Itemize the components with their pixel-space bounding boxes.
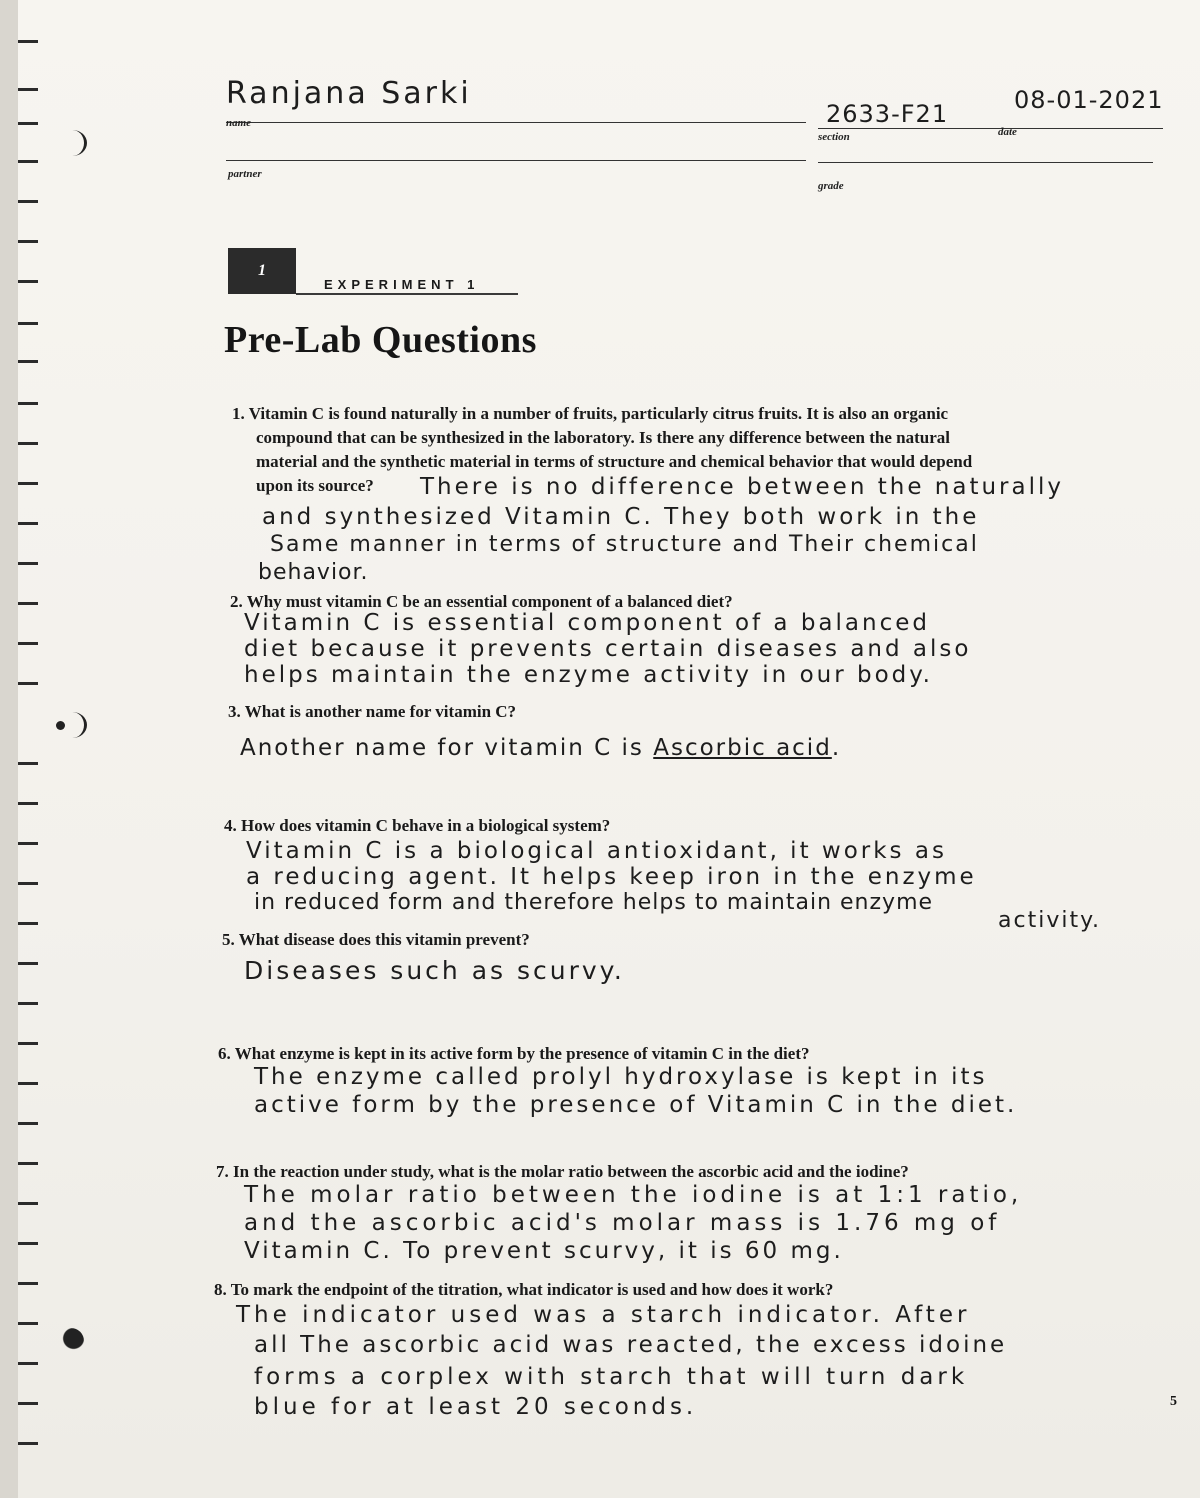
grade-label: grade xyxy=(818,180,844,192)
partner-line xyxy=(226,160,806,161)
section-value: 2633-F21 xyxy=(826,100,949,128)
question-5: 5. What disease does this vitamin prevent? xyxy=(222,930,530,949)
answer-2-line-1: Vitamin C is essential component of a balanced xyxy=(244,610,930,636)
answer-2-line-3: helps maintain the enzyme activity in our body. xyxy=(244,662,933,688)
answer-5: Diseases such as scurvy. xyxy=(244,956,625,985)
answer-6-line-2: active form by the presence of Vitamin C in the diet. xyxy=(254,1092,1018,1118)
experiment-title: EXPERIMENT 1 xyxy=(324,277,480,292)
section-label: section xyxy=(818,131,850,143)
answer-8-line-3: forms a corplex with starch that will turn dark xyxy=(254,1364,969,1390)
answer-4-line-2: a reducing agent. It helps keep iron in the enzyme xyxy=(246,864,977,890)
answer-8-line-4: blue for at least 20 seconds. xyxy=(254,1394,698,1420)
answer-8-line-1: The indicator used was a starch indicator. After xyxy=(236,1302,971,1328)
name-line xyxy=(226,122,806,123)
question-3: 3. What is another name for vitamin C? xyxy=(228,702,517,721)
question-1: 1. Vitamin C is found naturally in a number of fruits, particularly citrus fruits. It is also an organic compound that can be synthesized in the laboratory. Is there any difference between the natural material and the synthetic material in terms of structure and chemical behavior that would depend upon its source? xyxy=(232,404,973,495)
binder-hole xyxy=(58,130,87,156)
answer-7-line-3: Vitamin C. To prevent scurvy, it is 60 mg. xyxy=(244,1238,844,1264)
answer-1-line-1: There is no difference between the naturally xyxy=(420,474,1064,500)
page-title: Pre-Lab Questions xyxy=(224,319,537,361)
answer-4-line-3: in reduced form and therefore helps to maintain enzyme xyxy=(254,890,934,915)
question-8: 8. To mark the endpoint of the titration, what indicator is used and how does it work? xyxy=(214,1280,834,1299)
answer-7-line-1: The molar ratio between the iodine is at 1:1 ratio, xyxy=(244,1182,1023,1208)
answer-3: Another name for vitamin C is Ascorbic acid. xyxy=(240,735,842,761)
binder-hole xyxy=(58,712,87,738)
partner-label: partner xyxy=(228,168,262,180)
answer-1-line-4: behavior. xyxy=(258,560,369,585)
answer-2-line-2: diet because it prevents certain diseases and also xyxy=(244,636,972,662)
answer-4-line-4: activity. xyxy=(998,908,1101,933)
experiment-rule xyxy=(296,293,518,295)
question-7: 7. In the reaction under study, what is the molar ratio between the ascorbic acid and the iodine? xyxy=(216,1162,909,1181)
name-value: Ranjana Sarki xyxy=(226,76,472,111)
answer-8-line-2: all The ascorbic acid was reacted, the excess idoine xyxy=(254,1332,1008,1358)
worksheet-page xyxy=(18,0,1200,1498)
date-label: date xyxy=(998,126,1017,138)
answer-7-line-2: and the ascorbic acid's molar mass is 1.76 mg of xyxy=(244,1210,1001,1236)
answer-6-line-1: The enzyme called prolyl hydroxylase is kept in its xyxy=(254,1064,988,1090)
answer-1-line-2: and synthesized Vitamin C. They both work in the xyxy=(262,504,980,530)
answer-4-line-1: Vitamin C is a biological antioxidant, it works as xyxy=(246,838,947,864)
answer-1-line-3: Same manner in terms of structure and Their chemical xyxy=(270,532,979,557)
question-6: 6. What enzyme is kept in its active form by the presence of vitamin C in the diet? xyxy=(218,1044,810,1063)
name-label: name xyxy=(226,117,252,129)
grade-line xyxy=(818,162,1153,163)
question-2: 2. Why must vitamin C be an essential component of a balanced diet? xyxy=(230,592,733,611)
date-value: 08-01-2021 xyxy=(1014,86,1164,114)
section-date-line xyxy=(818,128,1163,129)
page-number: 5 xyxy=(1170,1394,1177,1409)
experiment-number-badge: 1 xyxy=(228,248,296,294)
binder-hole xyxy=(58,1328,84,1354)
question-4: 4. How does vitamin C behave in a biological system? xyxy=(224,816,611,835)
